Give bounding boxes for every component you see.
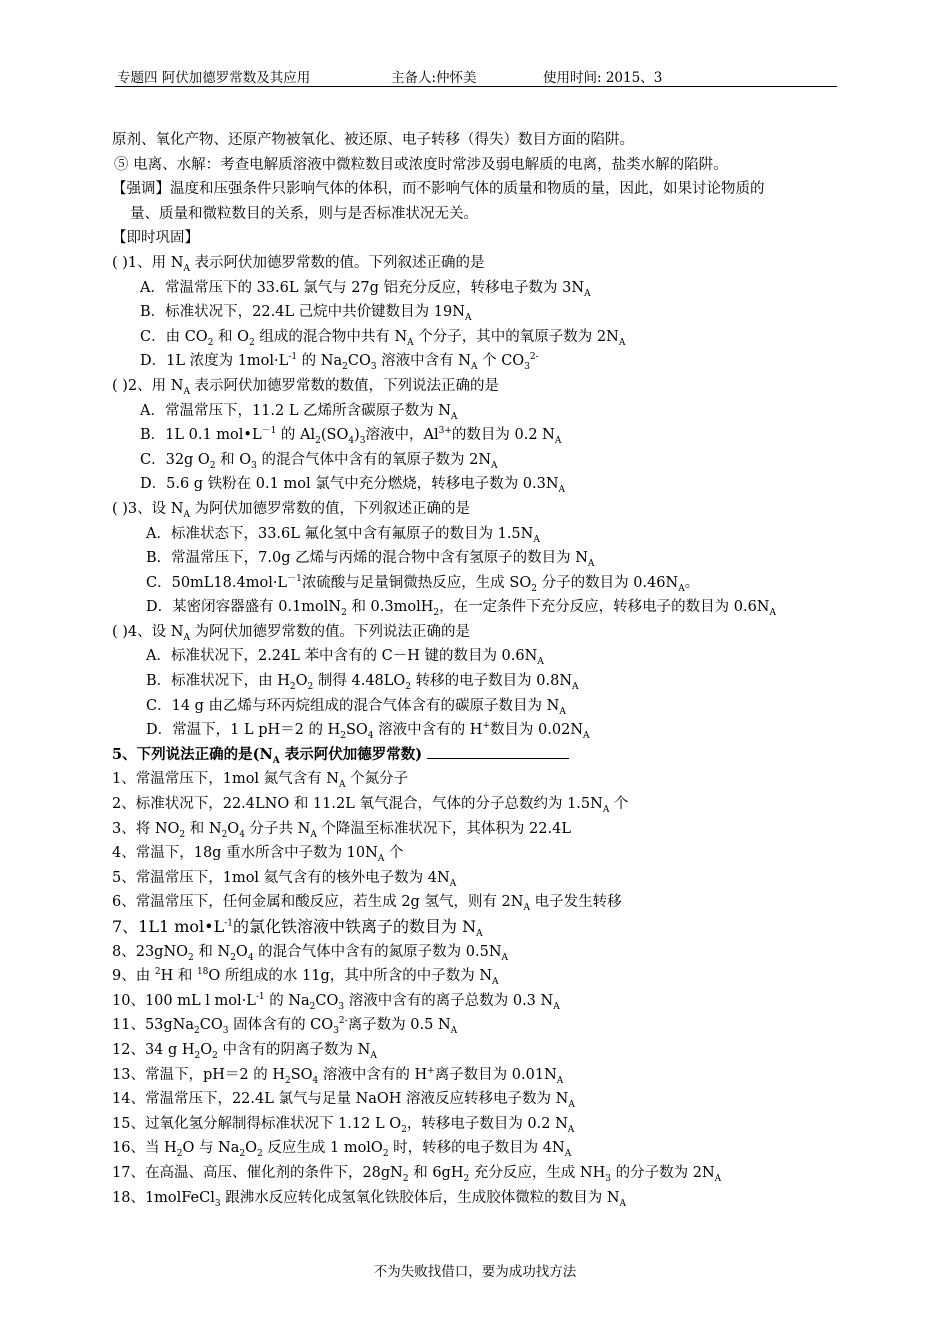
question-2-stem: ( )2、用 $N_A$ 表示阿伏加德罗常数的数值，下列说法正确的是 (112, 377, 500, 397)
emphasis-line-cont: 量、质量和微粒数目的关系，则与是否标准状况无关。 (130, 205, 478, 222)
statement-1: 1、常温常压下，1mol 氮气含有 $N_A$ 个氮分子 (112, 771, 409, 791)
statement-14: 14、常温常压下，22.4L 氯气与足量 NaOH 溶液反应转移电子数为 $N_A$ (112, 1091, 575, 1111)
statement-10: 10、100 mL l $mol\cdot L^{-1}$ 的 $Na_2CO_3$ 溶液中含有的离子总数为 0.3 $N_A$ (112, 991, 560, 1012)
question-4-stem: ( )4、设 $N_A$ 为阿伏加德罗常数的值。下列说法正确的是 (112, 623, 471, 643)
emphasis-line: 【强调】温度和压强条件只影响气体的体积，而不影响气体的质量和物质的量，因此，如果讨论物质的 (112, 181, 765, 198)
statement-16: 16、当 $H_2O$ 与 $Na_2O_2$ 反应生成 1 molO$_2$ 时，转移的电子数目为 $4N_A$ (112, 1140, 572, 1160)
statement-12: 12、34 g $H_2O_2$ 中含有的阴离子数为 $N_A$ (112, 1041, 377, 1061)
header-date: 使用时间: 2015、3 (543, 70, 663, 86)
page-header (115, 66, 837, 87)
question-2-option-c: C．32g $O_2$ 和 $O_3$ 的混合气体中含有的氧原子数为 $2N_A$ (140, 451, 498, 471)
document-body (112, 128, 842, 1210)
statement-5: 5、常温常压下，1mol 氦气含有的核外电子数为 $4N_A$ (112, 869, 457, 889)
header-author: 主备人:仲怀美 (391, 70, 477, 86)
question-4-option-b: B．标准状况下，由 $H_2O_2$ 制得 $4.48LO_2$ 转移的电子数目为 $0.8N_A$ (146, 673, 579, 692)
statement-11: 11、$53gNa_2CO_3$ 固体含有的 $CO_3^{2-}$离子数为 0.5 $N_A$ (112, 1016, 458, 1037)
header-topic: 专题四 阿伏加德罗常数及其应用 (117, 70, 311, 86)
statement-4: 4、常温下，18g 重水所含中子数为 $10N_A$ 个 (112, 845, 404, 865)
question-1-option-a: A．常温常压下的 33.6L 氯气与 27g 铝充分反应，转移电子数为 $3N_A$ (140, 279, 591, 299)
question-1-stem: ( )1、用 $N_A$ 表示阿伏加德罗常数的值。下列叙述正确的是 (112, 254, 485, 274)
question-4-option-a: A．标准状况下，2.24L 苯中含有的 C－H 键的数目为 $0.6N_A$ (146, 648, 544, 668)
question-3-option-b: B．常温常压下，7.0g 乙烯与丙烯的混合物中含有氢原子的数目为 $N_A$ (146, 550, 595, 569)
question-2-option-a: A．常温常压下，11.2 L 乙烯所含碳原子数为 $N_A$ (140, 402, 458, 422)
statement-18: 18、1molFeCl$_3$ 跟沸水反应转化成氢氧化铁胶体后，生成胶体微粒的数目为 $N_A$ (112, 1189, 627, 1209)
statement-2: 2、标准状况下，22.4LNO 和 11.2L 氧气混合，气体的分子总数约为 $1.5N_A$ 个 (112, 796, 629, 815)
statement-17: 17、在高温、高压、催化剂的条件下，$28gN_2$ 和 $6gH_2$ 充分反应，生成 $NH_3$ 的分子数为 $2N_A$ (112, 1164, 722, 1184)
question-2-option-b: B．1L 0.1 $mol•L^{-1}$ 的 $Al_2(SO_4)_3$溶液中，$Al^{3+}$的数目为 0.2 $N_A$ (140, 426, 562, 447)
question-1-option-b: B．标准状况下，22.4L 己烷中共价键数目为 $19N_A$ (140, 304, 472, 324)
question-1-option-c: C．由 $CO_2$ 和 $O_2$ 组成的混合物中共有 $N_A$ 个分子，其中的氧原子数为 $2N_A$ (140, 328, 626, 348)
question-3-option-a: A．标准状态下，33.6L 氟化氢中含有氟原子的数目为 $1.5N_A$ (146, 525, 540, 545)
statement-7: 7、1L1 $mol•L^{-1}$的氯化铁溶液中铁离子的数目为 $N_A$ (112, 917, 483, 940)
statement-6: 6、常温常压下，任何金属和酸反应，若生成 2g 氢气，则有 $2N_A$ 电子发生转移 (112, 894, 622, 914)
statement-13: 13、常温下，pH＝2 的 $H_2SO_4$ 溶液中含有的 H+离子数目为 $0.01N_A$ (112, 1065, 564, 1086)
question-4-option-c: C．14 g 由乙烯与环丙烷组成的混合气体含有的碳原子数目为 $N_A$ (146, 697, 566, 717)
question-3-option-d: D．某密闭容器盛有 0.1molN$_2$ 和 0.3molH$_2$，在一定条件下充分反应，转移电子的数目为 $0.6N_A$ (146, 599, 776, 619)
section-heading: 【即时巩固】 (112, 230, 199, 247)
question-3-option-c: C．$50mL18.4mol\cdot L^{-1}$浓硫酸与足量铜微热反应，生成 $SO_2$ 分子的数目为 $0.46N_A$。 (146, 573, 700, 594)
statement-3: 3、将 $NO_2$ 和 $N_2O_4$ 分子共 $N_A$ 个降温至标准状况下，其体积为 22.4L (112, 820, 571, 840)
question-5-stem: 5、下列说法正确的是($N_A$ 表示阿伏加德罗常数) (112, 743, 842, 768)
question-4-option-d: D．常温下，1 L pH＝2 的 $H_2SO_4$ 溶液中含有的 H+数目为 $0.02N_A$ (146, 721, 590, 742)
statement-15: 15、过氧化氢分解制得标准状况下 1.12 L $O_2$，转移电子数目为 0.2 $N_A$ (112, 1115, 575, 1135)
statement-8: 8、23gNO$_2$ 和 $N_2O_4$ 的混合气体中含有的氮原子数为 $0.5N_A$ (112, 943, 509, 963)
question-3-stem: ( )3、设 $N_A$ 为阿伏加德罗常数的值，下列叙述正确的是 (112, 500, 471, 520)
question-2-option-d: D．5.6 g 铁粉在 0.1 mol 氯气中充分燃烧，转移电子数为 $0.3N_A$ (140, 476, 566, 496)
text-line: ⑤ 电离、水解：考查电解质溶液中微粒数目或浓度时常涉及弱电解质的电离，盐类水解的陷阱。 (114, 156, 728, 173)
statement-9: 9、由 $^2$H 和 $^{18}$O 所组成的水 11g，其中所含的中子数为 $N_A$ (112, 967, 499, 988)
answer-blank[interactable] (427, 744, 569, 759)
page-footer: 不为失败找借口，要为成功找方法 (373, 1264, 577, 1280)
question-1-option-d: D．1L 浓度为 $1mol\cdot L^{-1}$ 的 $Na_2CO_3$ 溶液中含有 $N_A$ 个 $CO_3^{2-}$ (140, 352, 539, 373)
text-line: 原剂、氧化产物、还原产物被氧化、被还原、电子转移（得失）数目方面的陷阱。 (112, 132, 634, 148)
